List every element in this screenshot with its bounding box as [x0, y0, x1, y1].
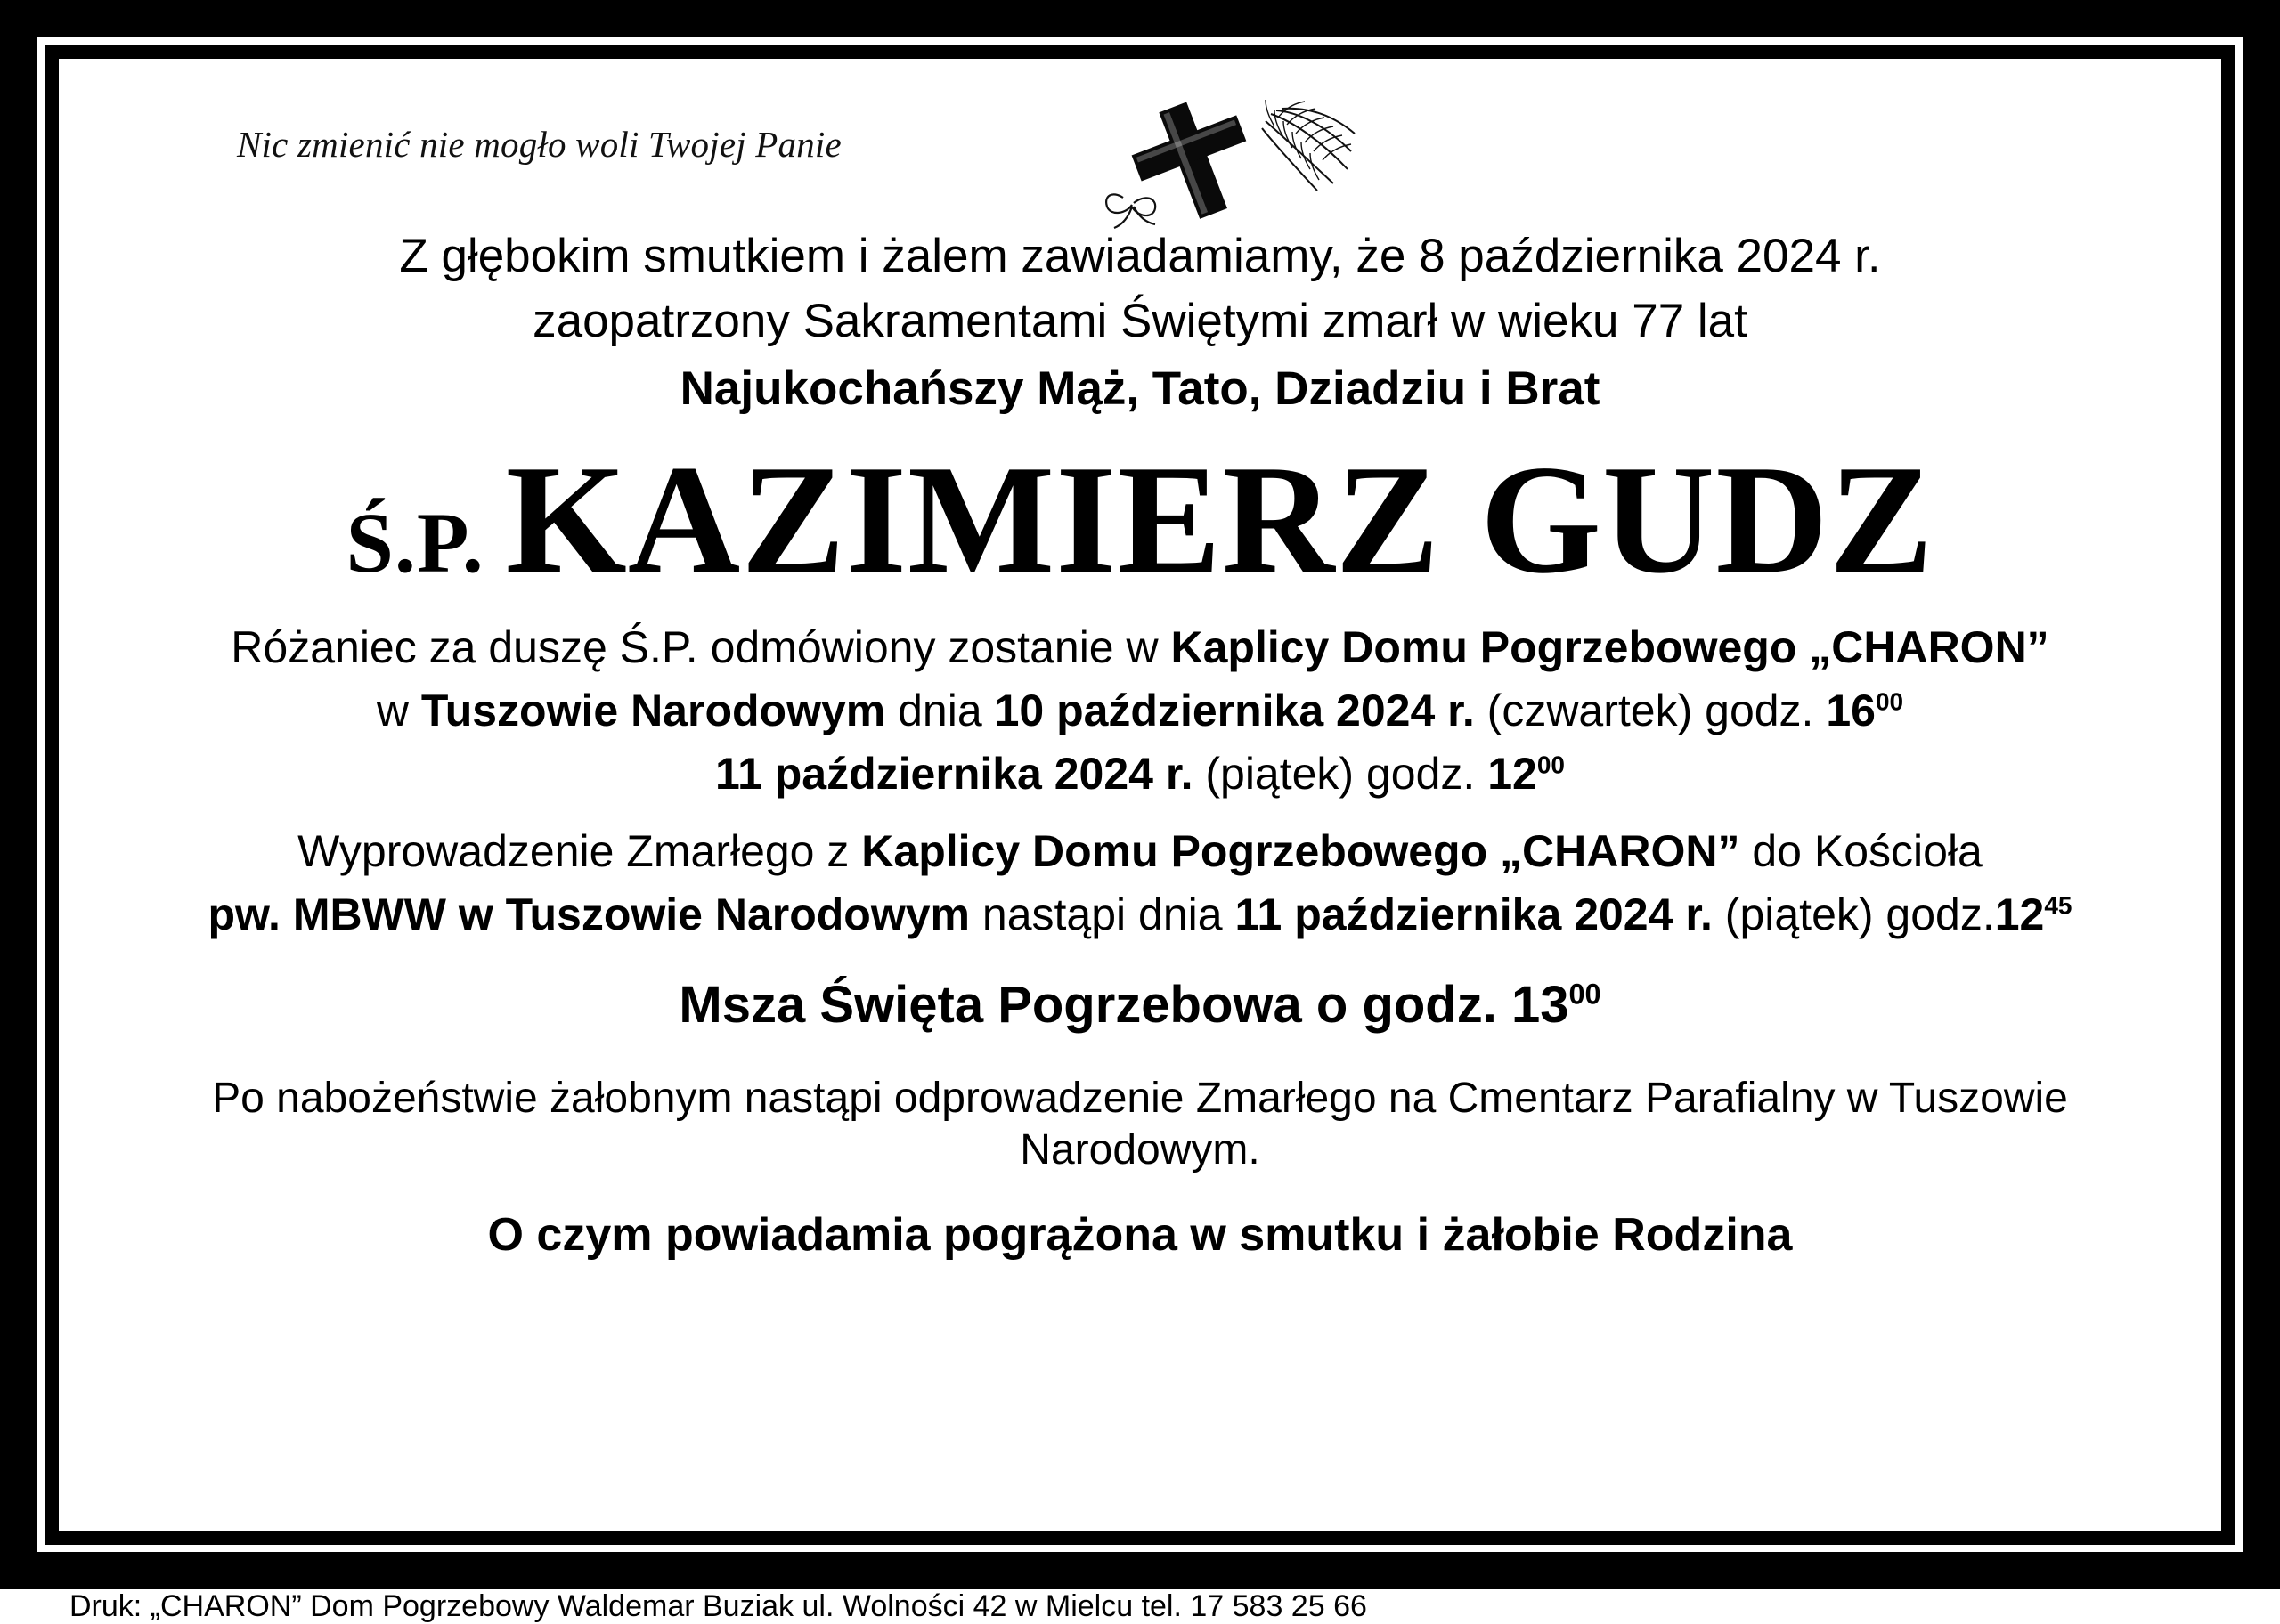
- procession-church: pw. MBWW w Tuszowie Narodowym: [208, 889, 971, 939]
- procession-date: 11 października 2024 r.: [1234, 889, 1713, 939]
- rosary-line2-text-b: Tuszowie Narodowym: [420, 685, 886, 735]
- procession-line1-text-c: do Kościoła: [1739, 825, 1983, 876]
- rosary-line3-hour: 12: [1487, 748, 1537, 799]
- print-credit-text: Druk: „CHARON” Dom Pogrzebowy Waldemar Buziak ul. Wolności 42 w Mielcu tel. 17 583 25 66: [69, 1588, 1367, 1623]
- relation-line: Najukochańszy Mąż, Tato, Dziadziu i Brat: [680, 362, 1600, 416]
- rosary-line-1: [121, 621, 2159, 675]
- rosary-line3-text-b: (piątek) godz.: [1193, 748, 1488, 799]
- rosary-line2-text-d: 10 października 2024 r.: [994, 685, 1475, 735]
- rosary-line3-date: 11 października 2024 r.: [715, 748, 1193, 799]
- rosary-line2-minutes: 00: [1875, 687, 1904, 716]
- procession-hour: 12: [1994, 889, 2045, 939]
- intro-line-2: zaopatrzony Sakramentami Świętymi zmarł w wieku 77 lat: [533, 294, 1747, 347]
- procession-line-2: [121, 888, 2159, 942]
- rosary-line2-text-a: w: [376, 685, 421, 735]
- mass-line: [121, 974, 2159, 1037]
- procession-minutes: 45: [2044, 891, 2072, 920]
- header-row: [121, 98, 2159, 231]
- procession-line-1: [121, 824, 2159, 879]
- rosary-line-2: [121, 684, 2159, 738]
- rosary-block: [121, 621, 2159, 801]
- procession-line2-text-d: (piątek) godz.: [1712, 889, 1995, 939]
- rosary-line2-hour: 16: [1826, 685, 1876, 735]
- honorific-label: Ś.P.: [346, 494, 484, 590]
- notice-paper: [59, 59, 2221, 1531]
- frame-white-band: [37, 37, 2243, 1552]
- intro-line-1: Z głębokim smutkiem i żalem zawiadamiamy, że 8 października 2024 r.: [399, 230, 1881, 282]
- rosary-line1-text-b: Kaplicy Domu Pogrzebowego „CHARON”: [1170, 621, 2049, 672]
- mass-minutes: 00: [1568, 978, 1601, 1011]
- rosary-line2-text-c: dnia: [885, 685, 995, 735]
- family-line: O czym powiadamia pogrążona w smutku i żałobie Rodzina: [487, 1208, 1793, 1261]
- frame-inner-black-band: [45, 45, 2235, 1545]
- deceased-name: KAZIMIERZ GUDZ: [505, 432, 1934, 605]
- rosary-line-3: [121, 747, 2159, 801]
- procession-block: [121, 824, 2159, 942]
- rosary-line2-text-e: (czwartek) godz.: [1474, 685, 1827, 735]
- rosary-line3-minutes: 00: [1536, 751, 1565, 779]
- procession-line1-text-a: Wyprowadzenie Zmarłego z: [297, 825, 862, 876]
- rosary-line1-text-a: Różaniec za duszę Ś.P. odmówiony zostanie w: [231, 621, 1171, 672]
- deceased-name-row: [121, 432, 2159, 605]
- procession-line1-text-b: Kaplicy Domu Pogrzebowego „CHARON”: [861, 825, 1740, 876]
- print-credit-footer: [0, 1589, 2280, 1623]
- procession-line2-text-b: nastąpi dnia: [970, 889, 1235, 939]
- verse-text: Nic zmienić nie mogło woli Twojej Panie: [237, 124, 842, 165]
- mass-text: Msza Święta Pogrzebowa o godz. 13: [679, 975, 1569, 1034]
- after-service-line: Po nabożeństwie żałobnym nastąpi odprowadzenie Zmarłego na Cmentarz Parafialny w Tuszowie Narodowym.: [212, 1074, 2068, 1174]
- cross-with-palm-icon: [1087, 98, 1390, 231]
